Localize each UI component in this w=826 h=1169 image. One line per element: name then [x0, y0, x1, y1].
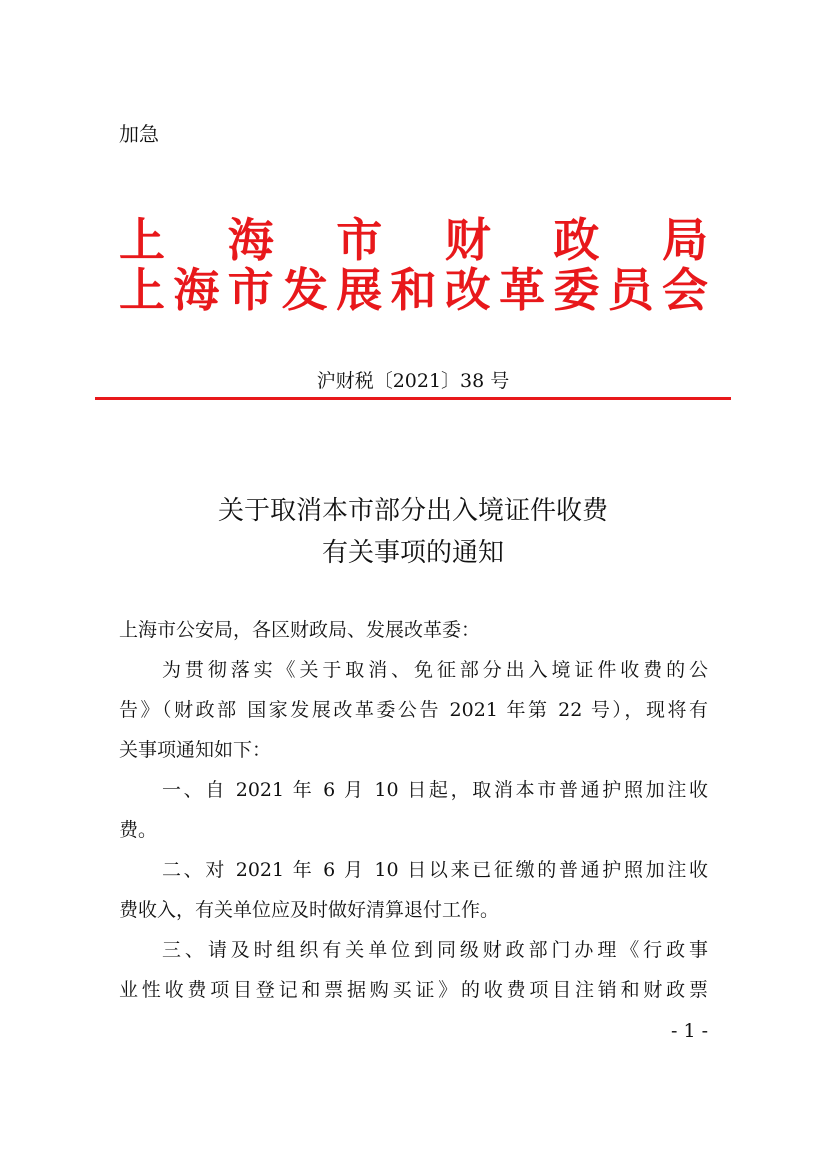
urgency-label: 加急	[119, 122, 159, 146]
document-title-line-2: 有关事项的通知	[321, 538, 504, 568]
body-line: 费。	[119, 819, 158, 841]
document-number: 沪财税〔2021〕38 号	[316, 370, 510, 392]
body-line: 费收入，有关单位应及时做好清算退付工作。	[119, 899, 500, 921]
page-number: - 1 -	[670, 1020, 708, 1042]
body-line: 一、自 2021 年 6 月 10 日起，取消本市普通护照加注收	[162, 779, 708, 801]
body-line: 三、请及时组织有关单位到同级财政部门办理《行政事	[162, 939, 708, 961]
body-line: 为贯彻落实《关于取消、免征部分出入境证件收费的公	[162, 659, 708, 681]
red-divider	[95, 397, 731, 400]
body-line: 二、对 2021 年 6 月 10 日以来已征缴的普通护照加注收	[162, 859, 708, 881]
body-line: 业性收费项目登记和票据购买证》的收费项目注销和财政票	[119, 979, 708, 1001]
document-title-line-1: 关于取消本市部分出入境证件收费	[217, 496, 608, 526]
body-line: 告》（财政部 国家发展改革委公告 2021 年第 22 号），现将有	[119, 699, 708, 721]
body-line: 上海市公安局，各区财政局、发展改革委：	[119, 619, 481, 641]
issuer-development-reform-commission: 上海市发展和改革委员会	[119, 263, 708, 317]
issuer-finance-bureau: 上海市财政局	[119, 213, 708, 267]
body-line: 关事项通知如下：	[119, 739, 272, 761]
